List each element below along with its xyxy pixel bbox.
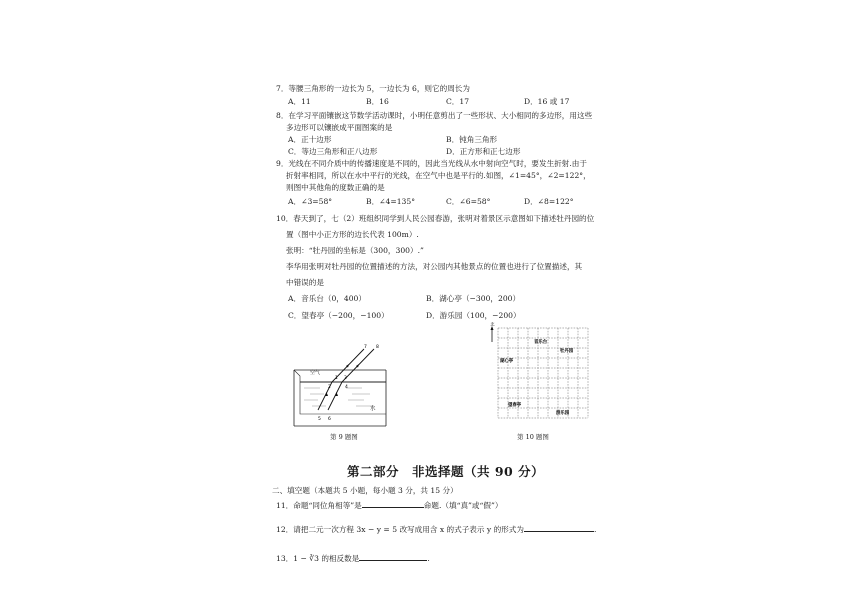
q11-answer-blank[interactable]	[362, 499, 424, 508]
q8-option-a: A．正十边形	[288, 135, 332, 144]
figure-9-refraction	[290, 344, 402, 430]
q9-option-d: D．∠8=122°	[524, 197, 574, 206]
q12-text-after: .	[594, 525, 597, 534]
q9-option-a: A．∠3=58°	[288, 197, 333, 206]
figure-10-park-map	[484, 322, 590, 428]
q8-option-d: D．正方形和正七边形	[446, 147, 521, 156]
q10-option-a: A．音乐台（0，400）	[288, 294, 366, 303]
q10-option-b: B．湖心亭（−300，200）	[426, 294, 521, 303]
q11-text-before: 11．命题“同位角相等”是	[276, 501, 362, 510]
fig10-place-lake-pavilion: 湖心亭	[500, 359, 514, 364]
fig9-angle-5: 5	[318, 417, 321, 422]
fig9-angle-8: 8	[376, 345, 379, 350]
fig9-angle-3: 3	[344, 376, 347, 381]
q8-option-b: B．钝角三角形	[446, 135, 498, 144]
q9-line2: 折射率相同，所以在水中平行的光线，在空气中也是平行的.如图，∠1=45°，∠2=122°，	[286, 171, 591, 180]
fig9-angle-7: 7	[364, 345, 367, 350]
fig10-place-music-stage: 音乐台	[534, 340, 548, 345]
q10-line5: 中错误的是	[286, 278, 324, 287]
fig9-angle-2: 2	[328, 385, 331, 390]
q8-line1: 8．在学习平面镶嵌这节数学活动课时，小明任意剪出了一些形状、大小相同的多边形，用这些	[276, 111, 593, 120]
figure-10-caption: 第 10 题图	[517, 433, 549, 441]
q10-line3: 张明：“牡丹园的坐标是（300，300）.”	[286, 246, 424, 255]
figure-9-caption: 第 9 题图	[330, 433, 358, 441]
q7-option-c: C．17	[446, 97, 470, 106]
q13-answer-blank[interactable]	[359, 552, 430, 563]
q10-line1: 10．春天到了，七（2）班组织同学到人民公园春游，张明对着景区示意图如下描述牡丹园的位	[276, 214, 595, 223]
section-two-header: 二、填空题（本题共 5 小题，每小题 3 分，共 15 分）	[272, 486, 458, 495]
q11-text-after: 命题.（填“真”或“假”）	[423, 501, 503, 510]
fig9-angle-6: 6	[328, 417, 331, 422]
q8-line2: 多边形可以镶嵌成平面图案的是	[286, 123, 393, 132]
fig10-north-label: 北	[490, 322, 495, 327]
fig9-water-label: 水	[370, 406, 376, 412]
q12-text-before: 12．请把二元一次方程 3x − y = 5 改写成用含 x 的式子表示 y 的形式为	[276, 525, 524, 534]
fig9-air-label: 空气	[310, 370, 321, 376]
q7-option-a: A．11	[288, 97, 311, 106]
q13-text-after: .	[427, 554, 430, 563]
q9-line1: 9．光线在不同介质中的传播速度是不同的，因此当光线从水中射向空气时，要发生折射.由于	[276, 159, 587, 168]
q8-option-c: C．等边三角形和正八边形	[288, 147, 378, 156]
q10-option-c: C．望春亭（−200，−100）	[288, 311, 389, 320]
q7-option-b: B．16	[366, 97, 389, 106]
fig10-place-peony-garden: 牡丹园	[560, 349, 574, 354]
q7-stem: 7．等腰三角形的一边长为 5，一边长为 6，则它的周长为	[276, 84, 470, 93]
q10-line4: 李华用张明对牡丹园的位置描述的方法，对公园内其他景点的位置也进行了位置描述，其	[286, 262, 583, 271]
q10-line2: 置（图中小正方形的边长代表 100m）.	[286, 230, 419, 239]
q12	[276, 523, 596, 535]
q11	[276, 499, 502, 511]
q9-line3: 则图中其他角的度数正确的是	[286, 183, 385, 192]
q9-option-c: C．∠6=58°	[446, 197, 491, 206]
q10-option-d: D．游乐园（100，−200）	[426, 311, 521, 320]
q13	[276, 552, 430, 564]
fig10-place-wangchun-pavilion: 望春亭	[508, 403, 522, 408]
part-two-title: 第二部分 非选择题（共 90 分）	[347, 464, 545, 479]
fig9-angle-4: 4	[345, 385, 348, 390]
fig9-angle-1: 1	[335, 376, 338, 381]
q12-answer-blank[interactable]	[524, 523, 597, 534]
q9-option-b: B．∠4=135°	[366, 197, 416, 206]
q13-text-before: 13．1 − ∛3 的相反数是	[276, 554, 360, 563]
fig10-place-amusement-park: 游乐园	[556, 411, 570, 416]
q7-option-d: D．16 或 17	[524, 97, 570, 106]
